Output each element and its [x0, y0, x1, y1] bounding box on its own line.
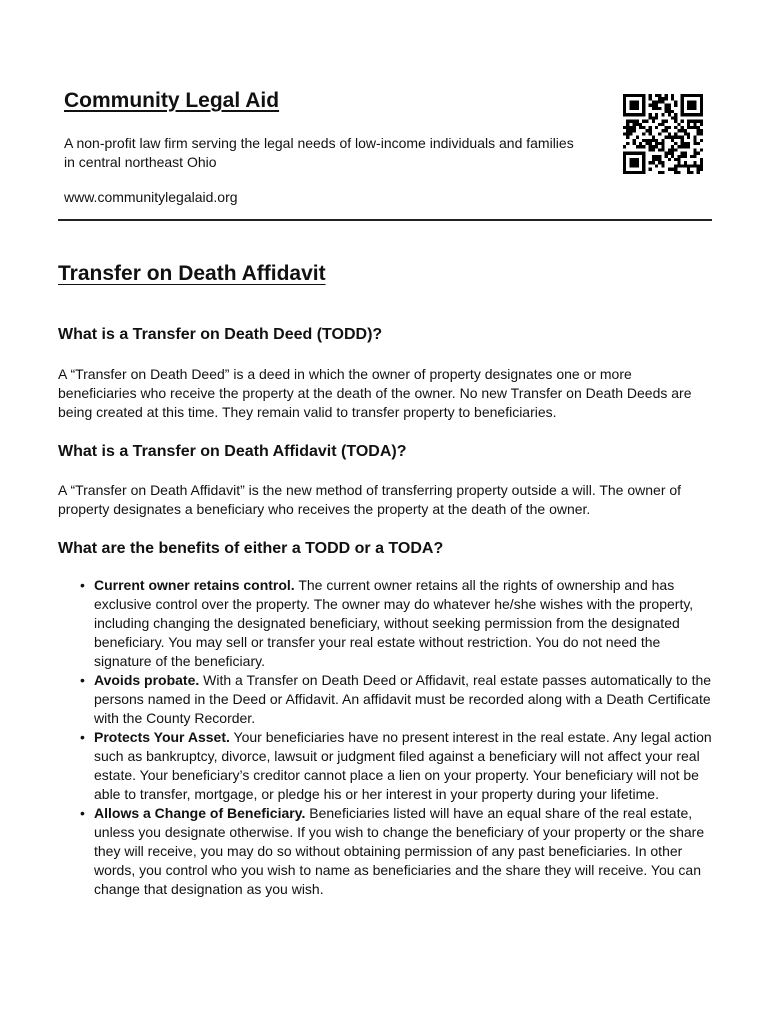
benefits-list: [80, 576, 716, 899]
section-heading-todd: What is a Transfer on Death Deed (TODD)?: [58, 326, 383, 343]
section-heading-toda: What is a Transfer on Death Affidavit (TODA)?: [58, 443, 407, 460]
list-item: [80, 728, 716, 804]
bullet-icon: •: [80, 729, 85, 745]
document-title: Transfer on Death Affidavit: [58, 262, 326, 285]
benefit-text: With a Transfer on Death Deed or Affidavit, real estate passes automatically to the persons named in the Deed or Affidavit. An affidavit must be recorded along with a Death Certificate with the County Recorder.: [94, 672, 712, 726]
benefit-title: Allows a Change of Beneficiary.: [94, 805, 306, 821]
organization-description: A non-profit law firm serving the legal needs of low-income individuals and families in central northeast Ohio: [64, 135, 574, 170]
organization-name: Community Legal Aid: [64, 89, 280, 112]
header-divider: [58, 219, 712, 221]
benefit-title: Avoids probate.: [94, 672, 200, 688]
benefit-text: Your beneficiaries have no present interest in the real estate. Any legal action such as bankruptcy, divorce, lawsuit or judgment filed against a beneficiary will not affect your real estate. Your beneficiary’s creditor cannot place a lien on your property. Your beneficiary will not be able to transfer, mortgage, or pledge his or her interest in your property during your lifetime.: [94, 729, 712, 802]
organization-url[interactable]: www.communitylegalaid.org: [64, 189, 238, 205]
benefit-text: The current owner retains all the rights of ownership and has exclusive control over the property. The owner may do whatever he/she wishes with the property, including changing the designated beneficiary, without seeking permission from the designated beneficiary. You may sell or transfer your real estate without restriction. You do not need the signature of the beneficiary.: [94, 577, 694, 669]
section-body-todd: A “Transfer on Death Deed” is a deed in which the owner of property designates one or more beneficiaries who receive the property at the death of the owner. No new Transfer on Death Deeds are being created at this time. They remain valid to transfer property to beneficiaries.: [58, 366, 692, 420]
bullet-icon: •: [80, 577, 85, 593]
section-heading-benefits: What are the benefits of either a TODD or a TODA?: [58, 540, 444, 557]
bullet-icon: •: [80, 672, 85, 688]
qr-code-icon: [623, 94, 703, 174]
benefit-text: Beneficiaries listed will have an equal share of the real estate, unless you designate otherwise. If you wish to change the beneficiary of your property or the share they will receive, you may do so without obtaining permission of any past beneficiaries. In other words, you control who you wish to name as beneficiaries and the share they will receive. You can change that designation as you wish.: [94, 805, 705, 897]
list-item: [80, 804, 716, 899]
list-item: [80, 671, 716, 728]
bullet-icon: •: [80, 805, 85, 821]
benefit-title: Protects Your Asset.: [94, 729, 230, 745]
list-item: [80, 576, 716, 671]
benefit-title: Current owner retains control.: [94, 577, 295, 593]
section-body-toda: A “Transfer on Death Affidavit” is the new method of transferring property outside a will. The owner of property designates a beneficiary who receives the property at the death of the owner.: [58, 482, 682, 517]
